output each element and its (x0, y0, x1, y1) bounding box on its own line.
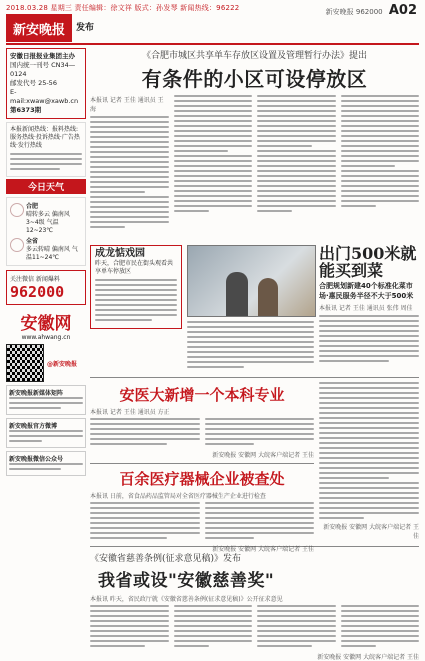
publication-email[interactable]: E-mail:xwaw@xawb.cn (10, 88, 79, 105)
weibo-handle: @新安晚报 (47, 360, 78, 368)
hotline-number[interactable]: 962000 (10, 283, 65, 301)
right-byline: 本报讯 记者 王佳 通讯员 张伟 周佳 (319, 305, 413, 312)
lead-column-2 (174, 95, 253, 243)
lead-column-1 (90, 95, 169, 243)
hotline-text (6, 122, 86, 177)
weather-city-2-text: 多云转晴 偏南风 气温11~24℃ (26, 246, 78, 261)
right-subheadline: 合肥规划新建40个标准化菜市场·惠民服务半径不大于500米 (319, 282, 414, 300)
weather-title: 今日天气 (6, 179, 86, 194)
header-meta: 2018.03.28 星期三 责任编辑：徐文祥 版式：孙发琴 新闻热线：96222 (6, 4, 240, 12)
main-content (90, 48, 419, 661)
story3-sign: 新安晚报 安徽网 大皖客户端记者 王佳 (212, 546, 314, 553)
sun-icon (10, 203, 24, 217)
wechat-promo (6, 451, 86, 476)
masthead-logo: 新安晚报 (6, 14, 72, 42)
header-meta-right (326, 3, 417, 18)
story4-byline: 本报讯 昨天，省民政厅就《安徽省慈善条例(征求意见稿)》公开征求意见 (90, 596, 283, 603)
right-sign: 新安晚报 安徽网 大皖客户端记者 王佳 (323, 524, 419, 540)
story4-headline: 我省或设"安徽慈善奖" (98, 571, 275, 591)
news-photo (187, 245, 316, 317)
issue-number: 第6373期 (10, 106, 42, 114)
feature-title: 成龙惦戏园 (95, 248, 145, 259)
publication-line-1: 国内统一刊号 CN34—0124 (10, 61, 76, 78)
hotline-label: 关注微信 新闻爆料 (10, 276, 60, 283)
right-headline: 出门500米就能买到菜 (319, 244, 417, 280)
feature-column (90, 245, 182, 373)
person-figure (258, 278, 278, 316)
cloud-icon (10, 238, 24, 252)
media-matrix-title: 新安晚报新媒体矩阵 (9, 390, 64, 397)
weather-panel (6, 197, 86, 266)
story-block (90, 382, 314, 553)
section-divider (90, 377, 419, 378)
feature-box (90, 245, 182, 329)
weibo-qr (6, 344, 86, 382)
story4-kicker: 《安徽省慈善条例(征求意见稿)》发布 (90, 554, 242, 564)
hotline-body: 本报新闻热线：报料热线:服务热线·投诉热线·广告热线·发行热线 (10, 126, 80, 149)
weather-city-1-text: 晴转多云 偏南风3~4级 气温12~23℃ (26, 211, 70, 234)
lead-column-3 (257, 95, 336, 243)
site-url[interactable]: www.ahwang.cn (21, 334, 71, 341)
story2-byline: 本报讯 记者 王佳 通讯员 方正 (90, 409, 170, 416)
page-number: A02 (388, 3, 417, 18)
news-hotline (6, 270, 86, 305)
feature-caption: 昨天，合肥市民在街头观看共享单车停放区 (95, 260, 174, 275)
qr-code-icon[interactable] (6, 344, 44, 382)
sidebar (6, 48, 86, 614)
right-story (319, 245, 419, 373)
publication-info (6, 48, 86, 119)
story2-headline: 安医大新增一个本科专业 (119, 386, 285, 404)
media-matrix (6, 385, 86, 415)
header-rule (6, 43, 419, 45)
paper-name: 新安晚报 962000 (325, 8, 383, 16)
section-title: 发布 (76, 23, 95, 33)
publisher-line: 安徽日报报业集团主办 (10, 52, 75, 60)
page-header (0, 0, 425, 44)
story4-sign: 新安晚报 安徽网 大皖客户端记者 王佳 (317, 654, 419, 661)
lead-kicker: 《合肥市城区共享单车存放区设置及管理暂行办法》提出 (141, 51, 367, 61)
person-figure (226, 272, 248, 316)
lead-tail (187, 245, 314, 373)
story3-byline: 本报讯 日前，省食品药品监管局对全省医疗器械生产企业进行检查 (90, 493, 266, 500)
story2-sign: 新安晚报 安徽网 大皖客户端记者 王佳 (212, 452, 314, 459)
story3-headline: 百余医疗器械企业被查处 (119, 470, 285, 488)
lead-byline: 本报讯 记者 王佳 通讯员 王海 (90, 97, 164, 113)
wechat-promo-title: 新安晚报微信公众号 (9, 456, 64, 463)
weibo-promo-title: 新安晚报官方微博 (9, 423, 58, 430)
lead-headline: 有条件的小区可设停放区 (141, 67, 368, 91)
lead-column-4 (341, 95, 420, 243)
site-logo[interactable]: 安徽网 (20, 314, 72, 334)
publication-line-2: 邮发代号 25-56 (10, 79, 57, 87)
weibo-promo (6, 418, 86, 448)
weather-city-2: 全省 (26, 238, 39, 245)
section-divider (90, 463, 314, 464)
right-continuation (319, 382, 419, 542)
weather-city-1: 合肥 (26, 203, 39, 210)
